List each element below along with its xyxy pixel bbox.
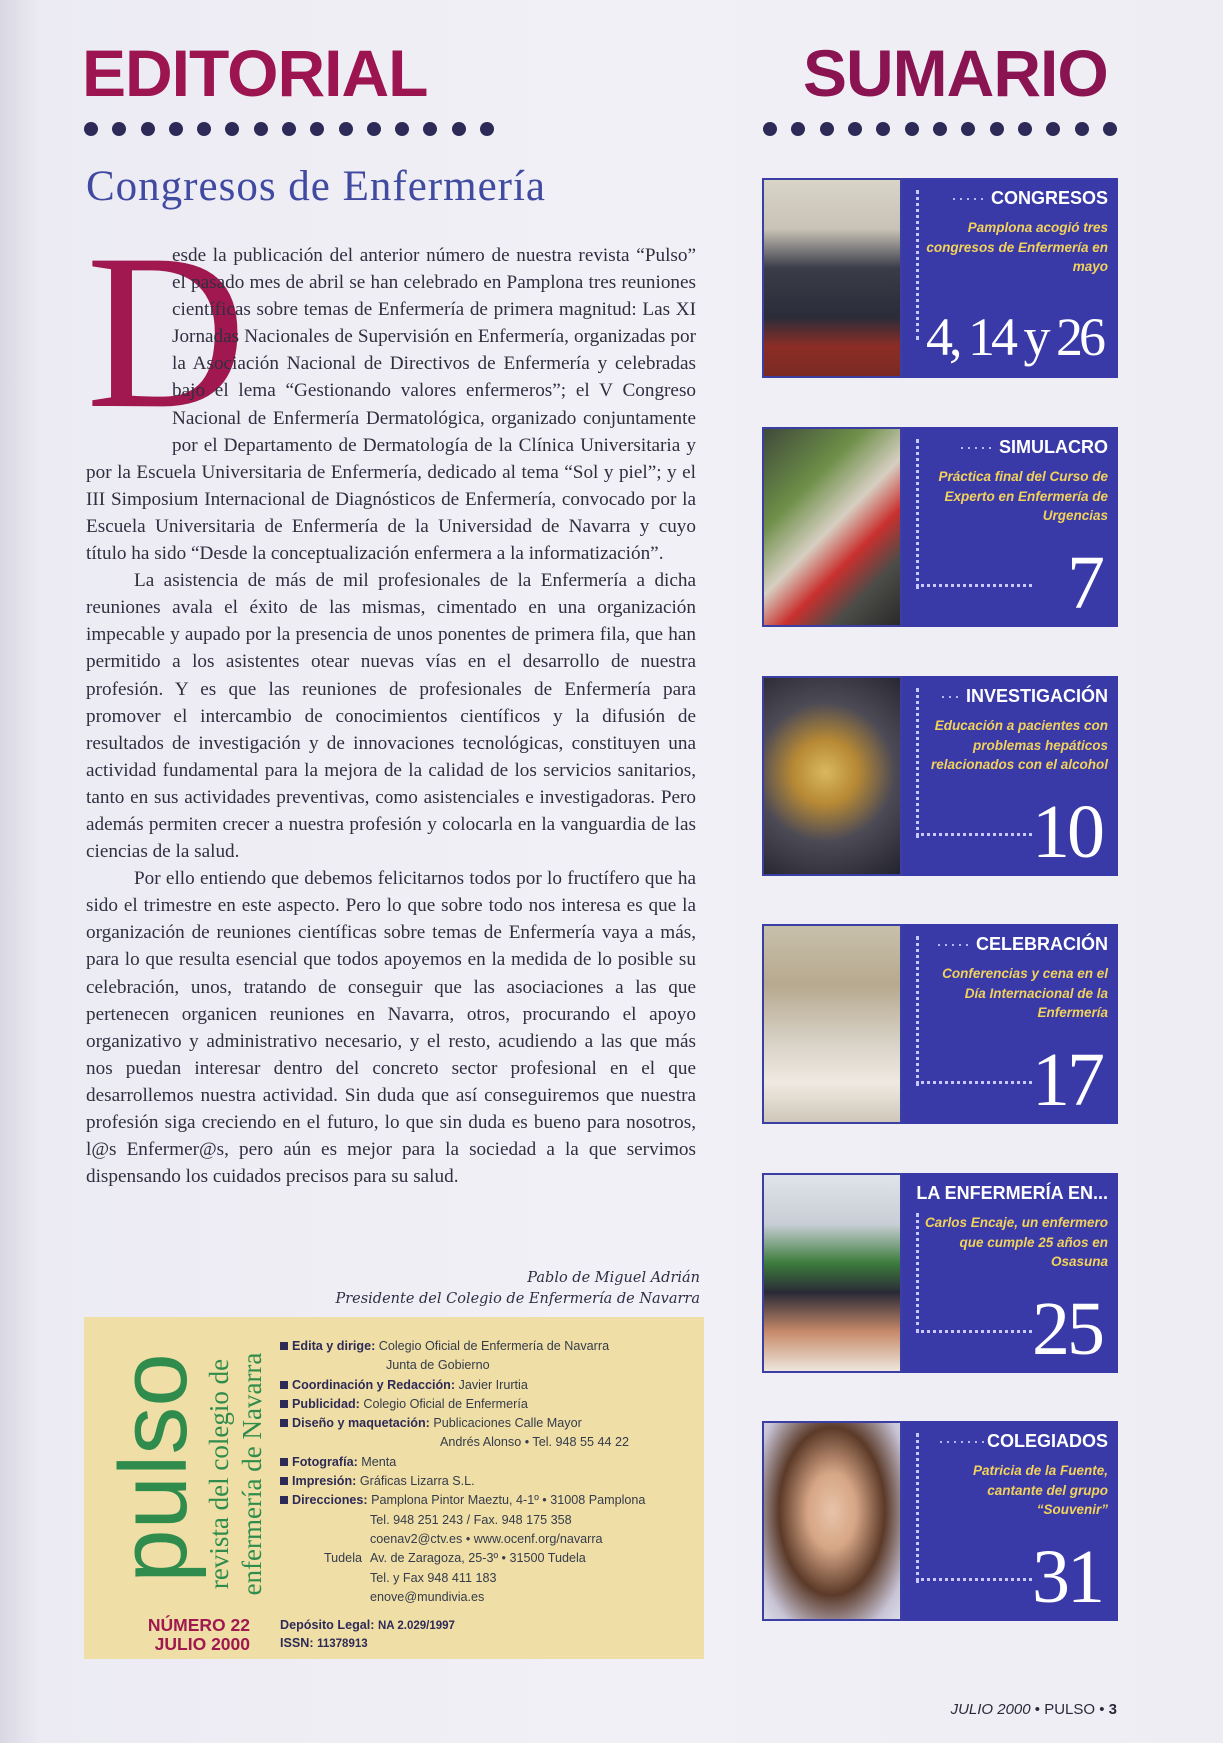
emergency-drill-photo [762,427,902,627]
football-nurse-photo [762,1173,902,1373]
sumario-page-number: 4, 14 y 26 [926,307,1102,367]
editorial-paragraph-3: Por ello entiendo que debemos felicitarnos todos por lo fructífero que ha sido el trimestre en este aspecto. Pero lo que sobre todo nos interesa es que la organización de reuniones científicas sobre temas de Enfermería vaya a más, para lo que resulta esencial que todos apoyemos en la medida de lo posible su celebración, unos, tratando de conseguir que las asociaciones a las que pertenecen organicen reuniones en Navarra, otros, procurando el apoyo organizativo y administrativo necesario, y el resto, acudiendo a las que más nos puedan interesar dentro del concreto sector profesional en el que desarrollemos nuestra actividad. Sin duda que así conseguiremos que nuestra profesión siga creciendo en el futuro, lo que sin duda es bueno para nosotros, l@s Enfermer@s, pero aún es mejor para la sociedad a la que servimos dispensando los cuidados precisos para su salud. [86,868,696,1188]
sumario-kicker: ····· CELEBRACIÓN [935,934,1108,954]
sumario-description: Pamplona acogió tres congresos de Enfermería en mayo [926,220,1108,274]
credit-line: Diseño y maquetación: Publicaciones Calle Mayor [280,1414,690,1433]
editorial-headline: Congresos de Enfermería [86,163,547,210]
address-line: Tudela Av. de Zaragoza, 25-3º • 31500 Tudela [323,1551,586,1566]
sumario-page-number: 7 [1067,541,1102,625]
sumario-item-simulacro[interactable] [762,427,1118,632]
credits-list [280,1337,690,1607]
editorial-body [86,242,696,1190]
sumario-description: Patricia de la Fuente, cantante del grupo “Souvenir” [972,1463,1108,1517]
sumario-description: Educación a pacientes con problemas hepáticos relacionados con el alcohol [930,718,1108,772]
sumario-item-colegiados[interactable] [762,1421,1118,1626]
sumario-panel [902,427,1118,627]
issue-info [126,1616,250,1654]
sumario-dot-rule [763,122,1117,138]
credit-line: Publicidad: Colegio Oficial de Enfermería [280,1395,690,1414]
sumario-item-investigacion[interactable] [762,676,1118,881]
sumario-kicker: ··· INVESTIGACIÓN [939,686,1108,706]
sumario-kicker: ····· CONGRESOS [950,188,1108,208]
sumario-page-number: 17 [1032,1038,1102,1122]
sumario-description: Práctica final del Curso de Experto en Enfermería de Urgencias [938,469,1108,523]
legal-info [280,1617,455,1653]
issue-number: NÚMERO 22 [147,1615,250,1635]
sumario-panel [902,178,1118,378]
credit-line: Edita y dirige: Colegio Oficial de Enfermería de Navarra [280,1337,690,1356]
editorial-section-title: EDITORIAL [82,36,428,110]
signature-name: Pablo de Miguel Adrián [527,1270,700,1286]
credit-line: Direcciones: Pamplona Pintor Maeztu, 4-1º • 31008 Pamplona [280,1491,690,1510]
legal-deposit: Depósito Legal: NA 2.029/1997 [280,1618,455,1632]
sumario-item-la-enfermeria-en[interactable] [762,1173,1118,1378]
address-line: Tel. 948 251 243 / Fax. 948 175 358 [370,1512,572,1527]
credit-line: Impresión: Gráficas Lizarra S.L. [280,1472,690,1491]
sumario-page-number: 10 [1032,790,1102,874]
editorial-dot-rule [84,122,494,138]
issue-date: JULIO 2000 [154,1634,250,1654]
sumario-item-celebracion[interactable] [762,924,1118,1129]
sumario-page-number: 25 [1032,1287,1102,1371]
sumario-kicker: ·······COLEGIADOS [938,1431,1108,1451]
editorial-signature [330,1268,700,1310]
pulso-subtitle: revista del colegio de enfermería de Navarra [204,1352,267,1596]
sumario-panel [902,924,1118,1124]
sumario-description: Conferencias y cena en el Día Internacional de la Enfermería [942,966,1108,1020]
issn: ISSN: 11378913 [280,1636,368,1650]
sumario-kicker: ····· SIMULACRO [959,437,1108,457]
editorial-paragraph-2: La asistencia de más de mil profesionales de la Enfermería a dicha reuniones avala el éxito de las mismas, cimentado en una organización impecable y aupado por la presencia de unos ponentes de primera fila, que han permitido a los asistentes otear nuevas vías en el desarrollo de nuestra profesión. Y es que las reuniones de profesionales de Enfermería para promover el intercambio de conocimientos científicos y la difusión de resultados de investigación y de innovaciones tecnológicas, constituyen una actividad fundamental para la mejora de la calidad de los servicios sanitarios, tanto en sus actividades preventivas, como asistenciales e investigadoras. Pero además permiten crecer a nuestra profesión y colocarla en la vanguardia de las ciencias de la salud. [86,570,696,863]
drop-cap: D [86,209,247,455]
sumario-description: Carlos Encaje, un enfermero que cumple 25 años en Osasuna [924,1215,1108,1269]
credit-line: Junta de Gobierno [386,1358,490,1373]
credit-line: Fotografía: Menta [280,1453,690,1472]
address-line: Tel. y Fax 948 411 183 [370,1570,497,1585]
address-line: coenav2@ctv.es • www.ocenf.org/navarra [370,1531,603,1546]
pulso-logo: pulso [100,1353,207,1583]
congress-panel-photo [762,178,902,378]
sumario-kicker: LA ENFERMERÍA EN... [916,1183,1108,1203]
colophon-box [84,1317,704,1659]
editorial-paragraph-1: esde la publicación del anterior número de nuestra revista “Pulso” el pasado mes de abril se han celebrado en Pamplona tres reuniones científicas sobre temas de Enfermería de primera magnitud: Las XI Jornadas Nacionales de Supervisión en Enfermería, organizadas por la Asociación Nacional de Directivos de Enfermería y celebradas bajo el lema “Gestionando valores enfermeros”; el V Congreso Nacional de Enfermería Dermatológica, organizado conjuntamente por el Departamento de Dermatología de la Clínica Universitaria y por la Escuela Universitaria de Enfermería, dedicado al tema “Sol y piel”; y el III Simposium Internacional de Diagnósticos de Enfermería, convocado por la Escuela Universitaria de Enfermería de la Universidad de Navarra y cuyo título ha sido “Desde la conceptualización enfermera a la informatización”. [86,245,696,565]
sumario-panel [902,1173,1118,1373]
sumario-panel [902,676,1118,876]
page-footer: JULIO 2000 • PULSO • 3 [950,1701,1117,1718]
signature-role: Presidente del Colegio de Enfermería de Navarra [335,1291,700,1307]
credit-line: Andrés Alonso • Tel. 948 55 44 22 [440,1435,630,1450]
dinner-photo [762,924,902,1124]
credit-line: Coordinación y Redacción: Javier Irurtia [280,1376,690,1395]
beer-mug-photo [762,676,902,876]
sumario-item-congresos[interactable] [762,178,1118,383]
singer-portrait-photo [762,1421,902,1621]
sumario-page-number: 31 [1032,1535,1102,1619]
sumario-panel [902,1421,1118,1621]
sumario-section-title: SUMARIO [803,36,1108,110]
address-line: enove@mundivia.es [370,1589,485,1604]
